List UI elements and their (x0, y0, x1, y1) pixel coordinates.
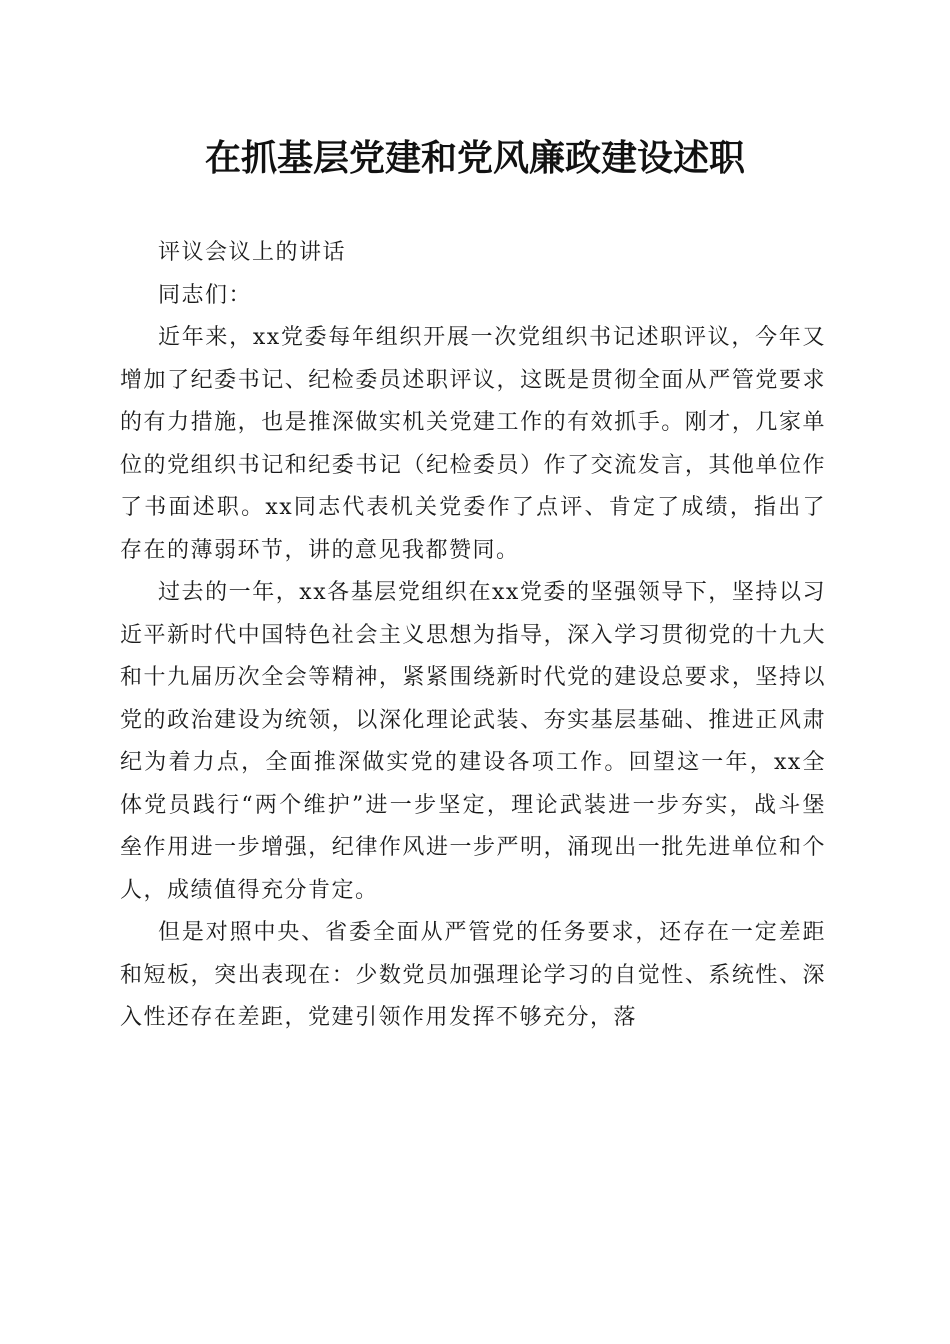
body-paragraph: 但是对照中央、省委全面从严管党的任务要求，还存在一定差距和短板，突出表现在：少数党员加强理论学习的自觉性、系统性、深入性还存在差距，党建引领作用发挥不够充分，落 (120, 920, 826, 1030)
subtitle-paragraph: 评议会议上的讲话 (158, 240, 347, 265)
body-paragraph: 近年来，xx党委每年组织开展一次党组织书记述职评议，今年又增加了纪委书记、纪检委员述职评议，这既是贯彻全面从严管党要求的有力措施，也是推深做实机关党建工作的有效抓手。刚才，几家单位的党组织书记和纪委书记（纪检委员）作了交流发言，其他单位作了书面述职。xx同志代表机关党委作了点评、肯定了成绩，指出了存在的薄弱环节，讲的意见我都赞同。 (120, 325, 826, 563)
document-title: 在抓基层党建和党风廉政建设述职 (204, 137, 745, 179)
salutation-paragraph: 同志们： (158, 282, 253, 308)
document-body (120, 232, 826, 1040)
body-paragraph: 过去的一年，xx各基层党组织在xx党委的坚强领导下，坚持以习近平新时代中国特色社会主义思想为指导，深入学习贯彻党的十九大和十九届历次全会等精神，紧紧围绕新时代党的建设总要求，坚持以党的政治建设为统领，以深化理论武装、夯实基层基础、推进正风肃纪为着力点，全面推深做实党的建设各项工作。回望这一年，xx全体党员践行“两个维护”进一步坚定，理论武装进一步夯实，战斗堡垒作用进一步增强，纪律作风进一步严明，涌现出一批先进单位和个人，成绩值得充分肯定。 (120, 580, 826, 903)
